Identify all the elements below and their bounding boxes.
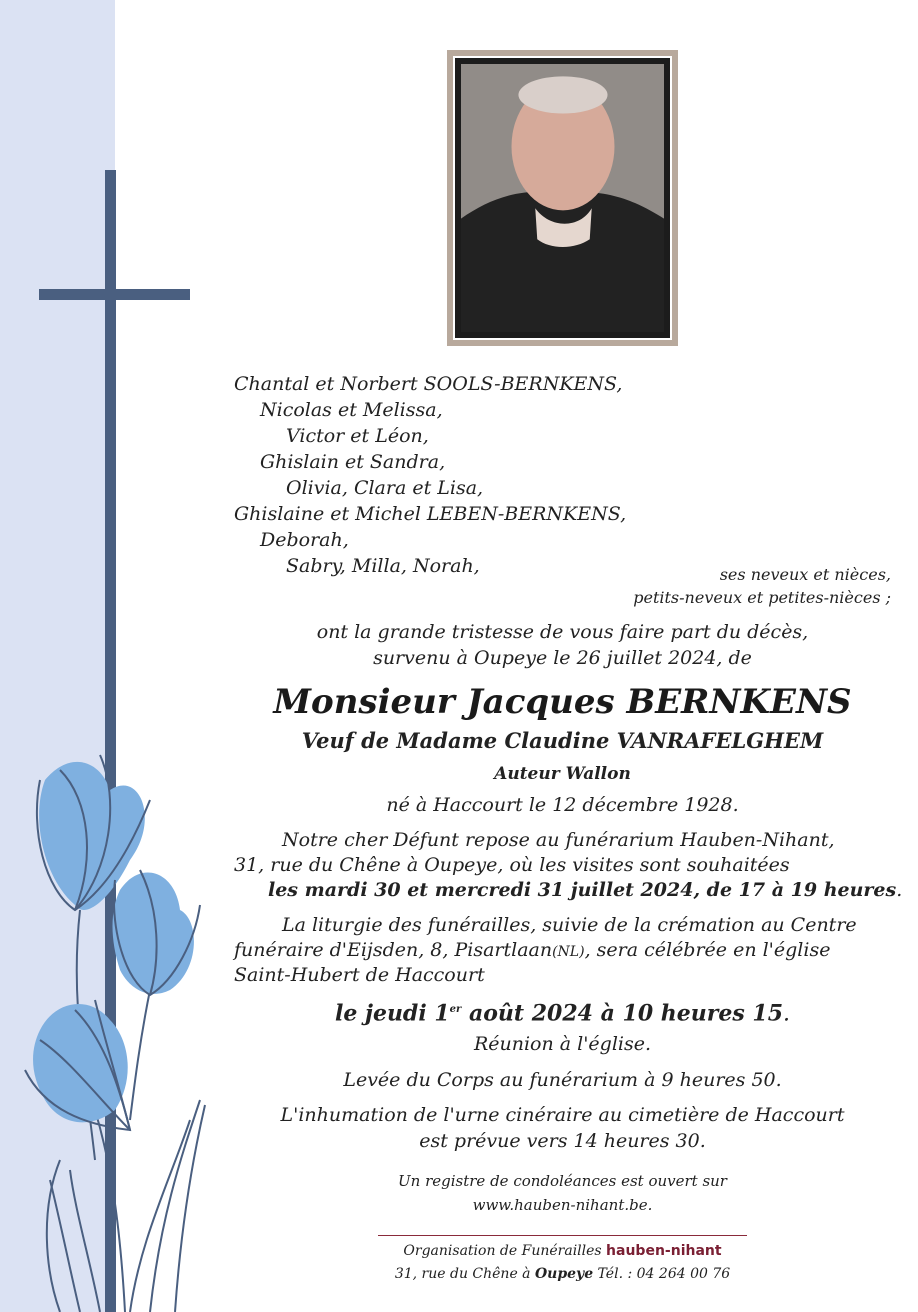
ceremony-date-b: août 2024 à 10 heures 15 (461, 1000, 784, 1027)
levee-line: Levée du Corps au funérarium à 9 heures 50. (343, 1069, 782, 1091)
register-line-2[interactable]: www.hauben-nihant.be. (472, 1196, 653, 1214)
footer-address-line (378, 1264, 747, 1284)
liturgy-country: (NL) (552, 944, 585, 960)
visiting-dates-end: . (896, 879, 903, 901)
visiting-dates: les mardi 30 et mercredi 31 juillet 2024, de 17 à 19 heures (268, 879, 897, 901)
liturgy-text-a: funéraire d'Eijsden, 8, Pisartlaan (234, 939, 553, 961)
family-line-5: Olivia, Clara et Lisa, (286, 477, 484, 499)
liturgy-line-2 (234, 937, 830, 965)
family-line-4: Ghislain et Sandra, (260, 451, 446, 473)
announce-line-1: ont la grande tristesse de vous faire part du décès, (316, 621, 809, 643)
announce-line-2: survenu à Oupeye le 26 juillet 2024, de (373, 647, 752, 669)
portrait-photo (461, 64, 664, 332)
ceremony-date-sup: er (449, 1004, 462, 1015)
footer-phone: Tél. : 04 264 00 76 (593, 1266, 731, 1282)
occupation: Auteur Wallon (494, 764, 631, 784)
liturgy-text-c: , sera célébrée en l'église (584, 939, 831, 961)
meeting-line: Réunion à l'église. (473, 1033, 652, 1055)
family-line-2: Nicolas et Melissa, (260, 399, 443, 421)
portrait-frame (447, 50, 678, 346)
brand-logo: hauben-nihant (606, 1243, 722, 1259)
repose-line-3 (268, 877, 902, 903)
family-line-7: Deborah, (260, 529, 349, 551)
liturgy-line-3: Saint-Hubert de Haccourt (234, 964, 485, 986)
birth-line: né à Haccourt le 12 décembre 1928. (386, 794, 739, 816)
footer-address: 31, rue du Chêne à (394, 1266, 535, 1282)
widower-line: Veuf de Madame Claudine VANRAFELGHEM (301, 728, 824, 753)
inhumation-line-2: est prévue vers 14 heures 30. (419, 1130, 706, 1152)
register-line-1: Un registre de condoléances est ouvert sur (398, 1172, 727, 1190)
footer-org-line (378, 1241, 747, 1261)
family-line-8: Sabry, Milla, Norah, (286, 555, 480, 577)
ceremony-line (230, 995, 895, 1029)
family-line-3: Victor et Léon, (286, 425, 429, 447)
inhumation-line-1: L'inhumation de l'urne cinéraire au cimetière de Haccourt (280, 1104, 845, 1126)
footer-org: Organisation de Funérailles (403, 1243, 607, 1259)
ceremony-date-a: le jeudi 1 (334, 1000, 450, 1027)
repose-line-1: Notre cher Défunt repose au funérarium Hauben-Nihant, (282, 829, 835, 851)
family-line-6: Ghislaine et Michel LEBEN-BERNKENS, (234, 503, 627, 525)
relatives-line-2: petits-neveux et petites-nièces ; (633, 588, 891, 607)
tulip-flowers-illustration (0, 740, 230, 1312)
deceased-name: Monsieur Jacques BERNKENS (273, 682, 852, 722)
cross-horizontal (39, 289, 190, 300)
footer-city: Oupeye (534, 1266, 594, 1282)
relatives-line-1: ses neveux et nièces, (719, 565, 891, 584)
liturgy-line-1: La liturgie des funérailles, suivie de la crémation au Centre (282, 914, 857, 936)
repose-line-2: 31, rue du Chêne à Oupeye, où les visites sont souhaitées (234, 854, 790, 876)
footer-divider (378, 1235, 747, 1236)
family-line-1: Chantal et Norbert SOOLS-BERNKENS, (234, 373, 623, 395)
ceremony-date-end: . (783, 1001, 791, 1027)
